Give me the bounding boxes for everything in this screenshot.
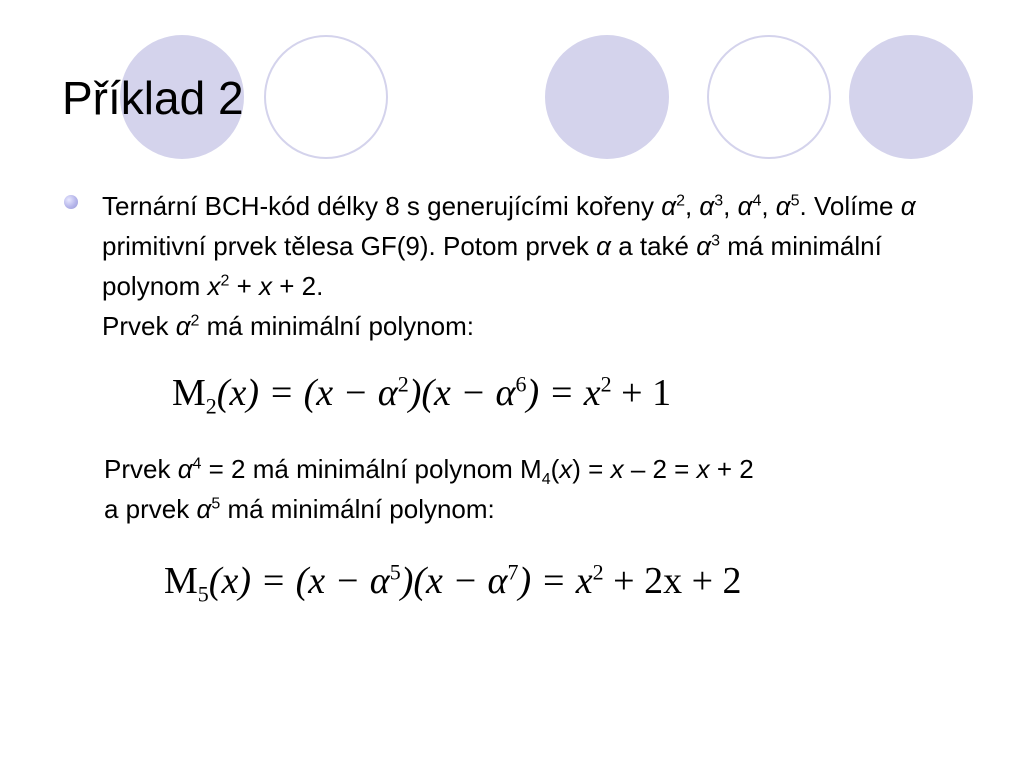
formula-m5: [164, 559, 742, 607]
exponent: 5: [211, 495, 221, 513]
formula-subscript: 5: [197, 581, 209, 607]
formula-exponent: 2: [592, 559, 604, 585]
alpha-symbol: α: [661, 191, 677, 221]
paragraph-text: – 2 =: [623, 454, 697, 484]
formula-m2: [172, 371, 672, 419]
formula-symbol: M: [164, 560, 198, 602]
exponent: 5: [790, 192, 800, 210]
formula-part: ) = x: [526, 372, 601, 414]
formula-exponent: 2: [600, 371, 612, 397]
bullet-text: Prvek: [102, 311, 176, 341]
formula-symbol: M: [172, 372, 206, 414]
alpha-symbol: α: [696, 231, 712, 261]
exponent: 2: [676, 192, 685, 210]
alpha-symbol: α: [177, 454, 193, 484]
exponent: 4: [752, 192, 762, 210]
paragraph-text: + 2: [709, 454, 754, 484]
alpha-symbol: α: [175, 311, 191, 341]
formula-part: (x) = (x − α: [208, 560, 390, 602]
formula-part: )(x − α: [408, 372, 516, 414]
alpha-symbol: α: [900, 191, 916, 221]
alpha-symbol: α: [196, 494, 212, 524]
alpha-symbol: α: [699, 191, 715, 221]
formula-part: + 2x + 2: [603, 560, 742, 602]
comma: ,: [684, 191, 700, 221]
bullet-text: a také: [610, 231, 697, 261]
decor-ring-2: [264, 35, 388, 159]
alpha-symbol: α: [775, 191, 791, 221]
x-variable: x: [696, 454, 710, 484]
formula-exponent: 2: [397, 371, 409, 397]
exponent: 3: [714, 192, 724, 210]
formula-part: + 1: [611, 372, 672, 414]
formula-exponent: 7: [507, 559, 519, 585]
paragraph-text: má minimální polynom:: [220, 494, 495, 524]
x-variable: x: [610, 454, 624, 484]
bullet-paragraph: [102, 186, 982, 346]
formula-part: (x) = (x − α: [216, 372, 398, 414]
bullet-text: má minimální polynom: [102, 231, 882, 301]
exponent: 4: [192, 455, 202, 473]
formula-exponent: 6: [515, 371, 527, 397]
exponent: 3: [711, 232, 720, 250]
formula-subscript: 2: [205, 393, 217, 419]
bullet-text: Ternární BCH-kód délky 8 s generujícími kořeny: [102, 191, 662, 221]
decor-circle-5: [849, 35, 973, 159]
comma: ,: [761, 191, 776, 221]
bullet-text: má minimální polynom:: [199, 311, 474, 341]
plus-sign: +: [229, 271, 260, 301]
exponent: 2: [190, 312, 200, 330]
comma: ,: [723, 191, 738, 221]
paragraph-text: ) =: [572, 454, 611, 484]
bullet-text: . Volíme: [799, 191, 901, 221]
formula-part: ) = x: [518, 560, 593, 602]
alpha-symbol: α: [737, 191, 753, 221]
paragraph-text: = 2 má minimální polynom M: [201, 454, 542, 484]
bullet-text: + 2.: [272, 271, 324, 301]
paragraph-2: [104, 449, 994, 529]
formula-part: )(x − α: [400, 560, 508, 602]
x-variable: x: [259, 271, 273, 301]
subscript: 4: [541, 471, 551, 489]
x-variable: x: [559, 454, 573, 484]
exponent: 2: [220, 272, 230, 290]
bullet-text: primitivní prvek tělesa GF(9). Potom prvek: [102, 231, 597, 261]
alpha-symbol: α: [596, 231, 611, 261]
bullet-icon: [64, 195, 78, 209]
paragraph-text: (: [550, 454, 560, 484]
paragraph-text: a prvek: [104, 494, 197, 524]
paragraph-text: Prvek: [104, 454, 178, 484]
formula-exponent: 5: [389, 559, 401, 585]
slide-title: Příklad 2: [62, 72, 244, 124]
decor-circle-3: [545, 35, 669, 159]
x-variable: x: [207, 271, 221, 301]
decor-ring-4: [707, 35, 831, 159]
